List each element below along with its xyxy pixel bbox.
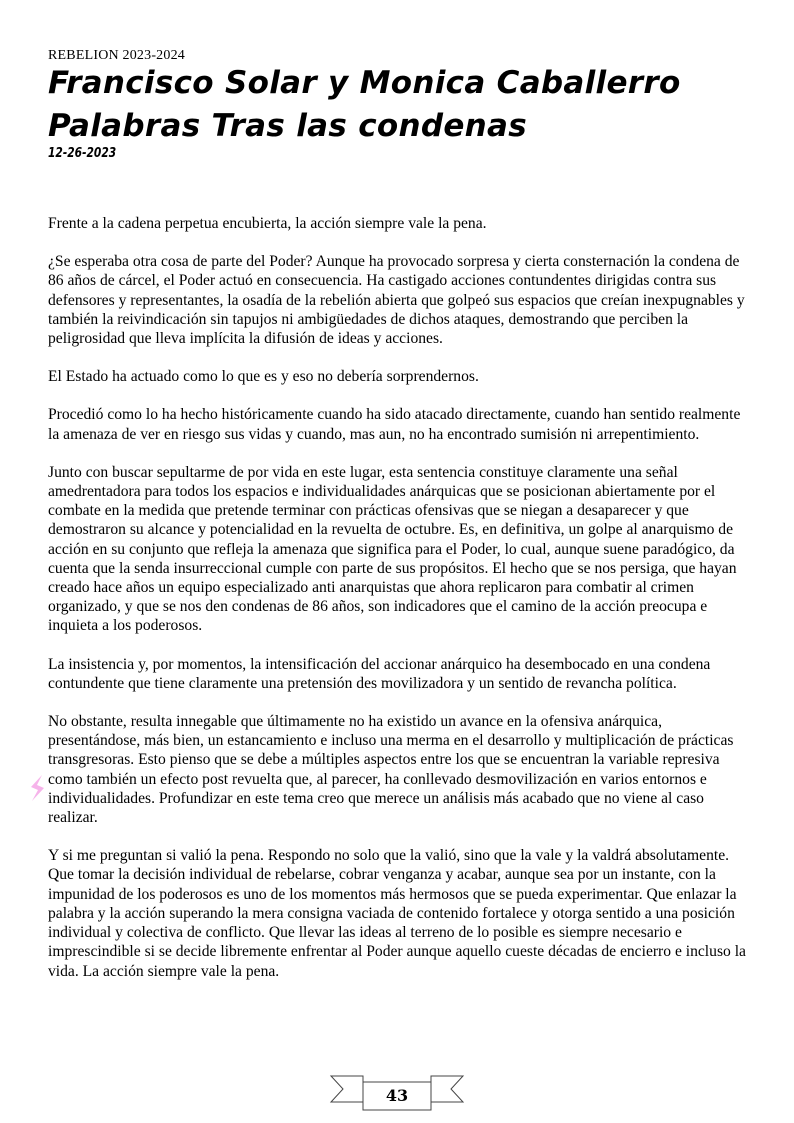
paragraph-4: Procedió como lo ha hecho históricamente cuando ha sido atacado directamente, cuando han sentido realmente la amenaza de ver en riesgo sus vidas y cuando, mas aun, no ha encontrado sumisión ni arrepentimiento. [48, 406, 741, 443]
paragraph-1: Frente a la cadena perpetua encubierta, la acción siempre vale la pena. [48, 215, 487, 232]
section-kicker: REBELION 2023-2024 [48, 48, 185, 63]
article-body [48, 214, 753, 1000]
paragraph-2: ¿Se esperaba otra cosa de parte del Poder? Aunque ha provocado sorpresa y cierta consternación la condena de 86 años de cárcel, el Poder actuó en consecuencia. Ha castigado acciones contundentes dirigidas contra sus defensores y representantes, la osadía de la rebelión abierta que golpeó sus espacios que creían inexpugnables y también la reivindicación sin tapujos ni ambigüedades de dichos ataques, demostrando que perciben la peligrosidad que lleva implícita la difusión de ideas y acciones. [48, 253, 745, 348]
title-line-2: Palabras Tras las condenas [48, 108, 528, 144]
paragraph-6: La insistencia y, por momentos, la intensificación del accionar anárquico ha desembocado en una condena contundente que tiene claramente una pretensión des movilizadora y un sentido de revancha política. [48, 655, 711, 692]
title-line-1: Francisco Solar y Monica Caballerro [48, 65, 681, 101]
page-number: 43 [385, 1086, 409, 1105]
paragraph-8: Y si me preguntan si valió la pena. Respondo no solo que la valió, sino que la vale y la valdrá absolutamente. Que tomar la decisión individual de rebelarse, cobrar venganza y acabar, aunque sea por un instante, con la impunidad de los poderosos es uno de los momentos más hermosos que se pueda experimentar. Que enlazar la palabra y la acción superando la mera consigna vaciada de contenido fortalece y otorga sentido a una posición individual y colectiva de conflicto. Que llevar las ideas al terreno de lo posible es siempre necesario e imprescindible si se decide libremente enfrentar al Poder aunque aquello cueste décadas de encierro e incluso la vida. La acción siempre vale la pena. [48, 847, 746, 980]
paragraph-5: Junto con buscar sepultarme de por vida en este lugar, esta sentencia constituye claramente una señal amedrentadora para todos los espacios e individualidades anárquicas que se posicionan abiertamente por el combate en la medida que pretende terminar con prácticas ofensivas que se niegan a desaparecer y que demostraron su alcance y potencialidad en la revuelta de octubre. Es, en definitiva, un golpe al anarquismo de acción en su conjunto que refleja la amenaza que significa para el Poder, lo cual, aunque suene paradógico, da cuenta que la senda insurreccional cumple con parte de sus propósitos. El hecho que se nos persiga, que hayan creado hace años un equipo especializado anti anarquistas que ahora replicaron para combatir al crimen organizado, y que se nos den condenas de 86 años, son indicadores que el camino de la acción preocupa e inquieta a los poderosos. [48, 463, 737, 635]
page-title [48, 62, 768, 148]
paragraph-7: No obstante, resulta innegable que últimamente no ha existido un avance en la ofensiva anárquica, presentándose, más bien, un estancamiento e incluso una merma en el desarrollo y multiplicación de prácticas transgresoras. Esto pienso que se debe a múltiples aspectos entre los que se encuentran la variable represiva como también un efecto post revuelta que, al parecer, ha conllevado desmovilización en varios entornos e individualidades. Profundizar en este tema creo que merece un análisis más acabado que no viene al caso realizar. [48, 713, 734, 827]
paragraph-3: El Estado ha actuado como lo que es y eso no debería sorprendernos. [48, 368, 479, 386]
publication-date: 12-26-2023 [48, 146, 117, 161]
margin-arrow-mark-icon [28, 773, 46, 803]
